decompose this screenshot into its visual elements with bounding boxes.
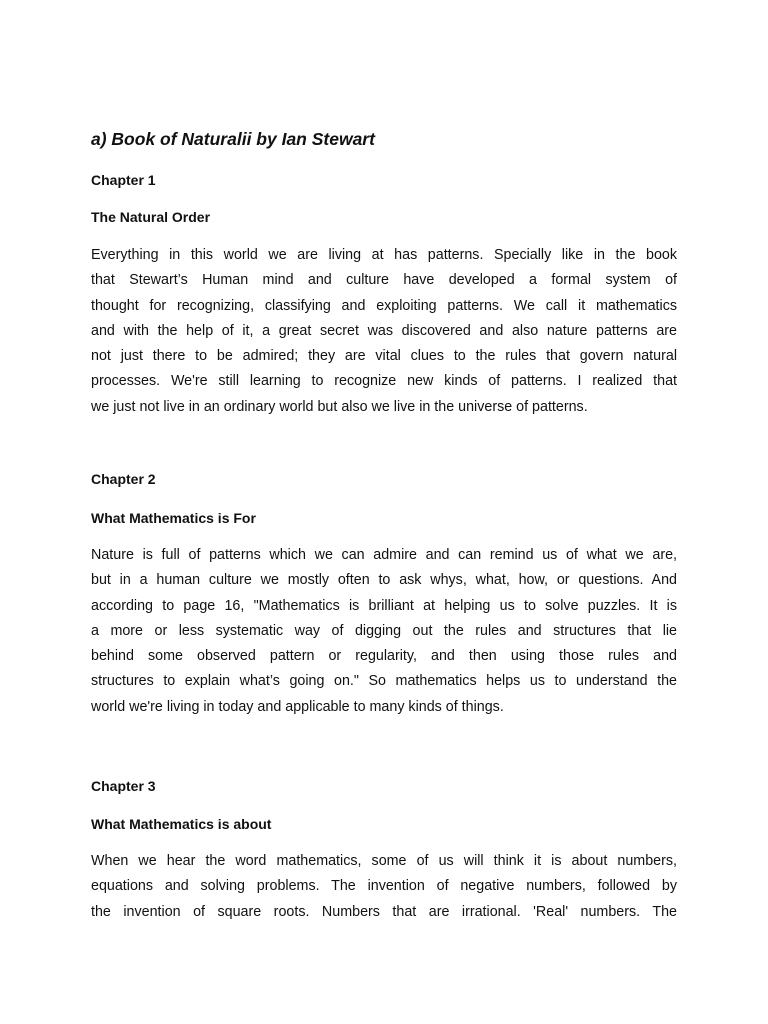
chapter-3-paragraph [91,849,677,925]
paragraph-line: and with the help of it, a great secret was discovered and also nature patterns are [91,322,677,339]
chapter-2-title: What Mathematics is For [91,510,256,526]
paragraph-line: according to page 16, "Mathematics is brilliant at helping us to solve puzzles. It is [91,597,677,614]
paragraph-line: we just not live in an ordinary world but also we live in the universe of patterns. [91,398,588,415]
paragraph-line: a more or less systematic way of digging out the rules and structures that lie [91,622,677,639]
chapter-1-title: The Natural Order [91,209,211,225]
chapter-2-label: Chapter 2 [91,471,156,487]
paragraph-line: world we're living in today and applicable to many kinds of things. [91,698,504,715]
paragraph-line: Everything in this world we are living at has patterns. Specially like in the book [91,247,677,263]
paragraph-line: that Stewart’s Human mind and culture have developed a formal system of [91,272,677,289]
chapter-1-label: Chapter 1 [91,172,156,188]
paragraph-line: structures to explain what’s going on." So mathematics helps us to understand the [91,673,677,690]
document-title: a) Book of Naturalii by Ian Stewart [91,129,375,149]
paragraph-line: behind some observed pattern or regularity, and then using those rules and [91,648,677,665]
paragraph-line: processes. We're still learning to recognize new kinds of patterns. I realized that [91,373,677,390]
chapter-2-paragraph [91,543,677,720]
paragraph-line: equations and solving problems. The invention of negative numbers, followed by [91,878,677,895]
paragraph-line: thought for recognizing, classifying and exploiting patterns. We call it mathematics [91,297,677,314]
chapter-3-title: What Mathematics is about [91,816,272,832]
paragraph-line: the invention of square roots. Numbers that are irrational. 'Real' numbers. The [91,903,677,920]
paragraph-line: Nature is full of patterns which we can admire and can remind us of what we are, [91,547,677,563]
chapter-3-label: Chapter 3 [91,778,156,794]
paragraph-line: but in a human culture we mostly often to ask whys, what, how, or questions. And [91,572,677,589]
paragraph-line: not just there to be admired; they are vital clues to the rules that govern natural [91,348,677,365]
chapter-1-paragraph [91,243,677,420]
paragraph-line: When we hear the word mathematics, some of us will think it is about numbers, [91,853,677,869]
